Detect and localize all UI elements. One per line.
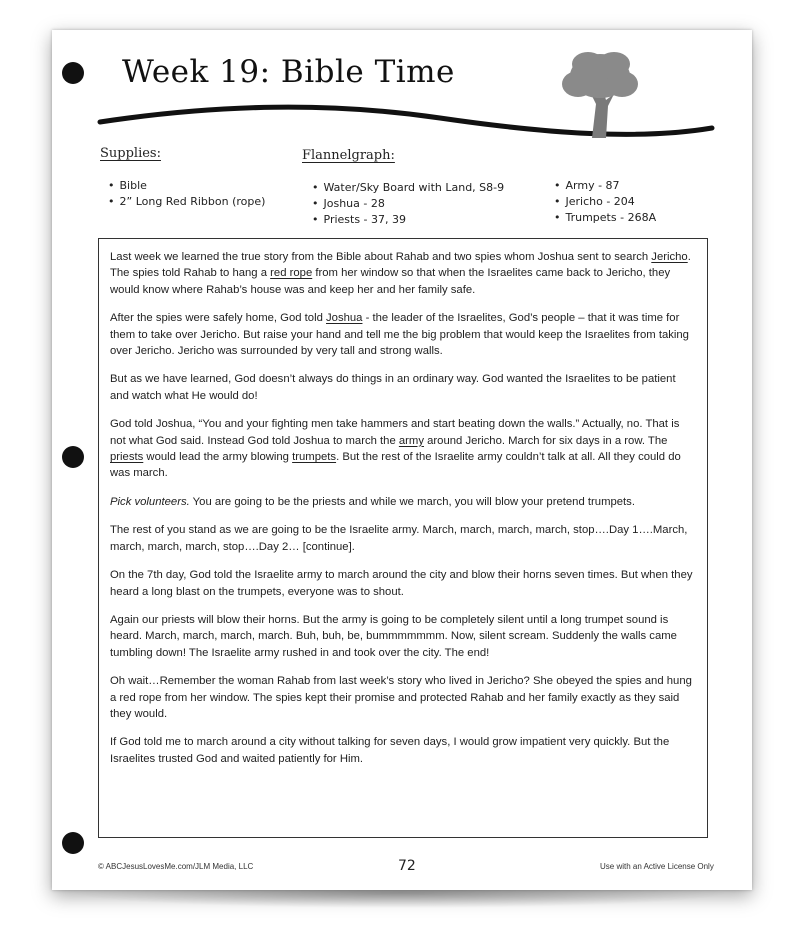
keyword-priests: priests [110, 451, 144, 464]
tree-icon [562, 52, 638, 138]
page-title: Week 19: Bible Time [122, 54, 455, 90]
flannelgraph-heading: Flannelgraph: [302, 148, 395, 163]
keyword-army: army [398, 434, 424, 447]
flannelgraph-list-1 [312, 180, 504, 228]
story-paragraph: After the spies were safely home, God told Joshua - the leader of the Israelites, God’s people – that it was time for them to take over Jericho. But raise your hand and tell me the big problem that would keep the Israelites from taking over Jericho. Jericho was surrounded by very tall and strong walls. [110, 312, 689, 358]
story-paragraph: Oh wait…Remember the woman Rahab from last week’s story who lived in Jericho? She obeyed the spies and hung a red rope from her window. The spies kept their promise and protected Rahab and her family exactly as they said they would. [110, 675, 692, 720]
keyword-trumpets: trumpets [292, 451, 337, 464]
footer-license: Use with an Active License Only [600, 862, 714, 871]
story-paragraph: God told Joshua, “You and your fighting men take hammers and start beating down the walls.” Actually, no. That is not what God said. Instead God told Joshua to march the army around Jericho. March for six days in a row. The priests would lead the army blowing trumpets. But the rest of the Israelite army couldn’t talk at all. All they could do was march. [110, 418, 681, 480]
list-item: • Bible [108, 178, 265, 194]
story-paragraph: But as we have learned, God doesn’t always do things in an ordinary way. God wanted the Israelites to be patient and watch what He would do! [110, 373, 676, 402]
list-item: • Joshua - 28 [312, 196, 504, 212]
story-paragraph: Again our priests will blow their horns. But the army is going to be completely silent until a long trumpet sound is heard. March, march, march, march. Buh, buh, be, bummmmmmm. Now, silent scream. Suddenly the walls came tumbling down! The Israelite army rushed in and took over the city. The end! [110, 613, 677, 659]
list-item: • Priests - 37, 39 [312, 212, 504, 228]
story-paragraph: Pick volunteers. You are going to be the priests and while we march, you will blow your pretend trumpets. [110, 495, 635, 508]
instruction-text: Pick volunteers. [110, 495, 190, 508]
supplies-list [108, 178, 265, 210]
supplies-heading: Supplies: [100, 146, 161, 161]
keyword-red-rope: red rope [270, 267, 313, 280]
footer-copyright: © ABCJesusLovesMe.com/JLM Media, LLC [98, 862, 254, 871]
list-item: • Jericho - 204 [554, 194, 656, 210]
page-number: 72 [398, 858, 416, 874]
keyword-joshua: Joshua [326, 312, 363, 325]
story-paragraph: If God told me to march around a city without talking for seven days, I would grow impatient very quickly. But the Israelites trusted God and waited patiently for Him. [110, 736, 670, 765]
story-paragraph: Last week we learned the true story from the Bible about Rahab and two spies whom Joshua sent to search Jericho. The spies told Rahab to hang a red rope from her window so that when the Israelites came back to Jericho, they would know where Rahab’s house was and keep her and her family safe. [110, 251, 691, 296]
swoosh-line [100, 107, 712, 134]
list-item: • Water/Sky Board with Land, S8-9 [312, 180, 504, 196]
keyword-jericho: Jericho [651, 251, 688, 263]
story-paragraph: The rest of you stand as we are going to be the Israelite army. March, march, march, march, stop….Day 1….March, march, march, march, stop….Day 2… [continue]. [110, 524, 688, 553]
story-box [98, 238, 708, 838]
list-item: • 2” Long Red Ribbon (rope) [108, 194, 265, 210]
story-paragraph: On the 7th day, God told the Israelite army to march around the city and blow their horns seven times. But when they heard a long blast on the trumpets, everyone was to shout. [110, 569, 693, 598]
flannelgraph-list-2 [554, 178, 656, 226]
list-item: • Trumpets - 268A [554, 210, 656, 226]
list-item: • Army - 87 [554, 178, 656, 194]
